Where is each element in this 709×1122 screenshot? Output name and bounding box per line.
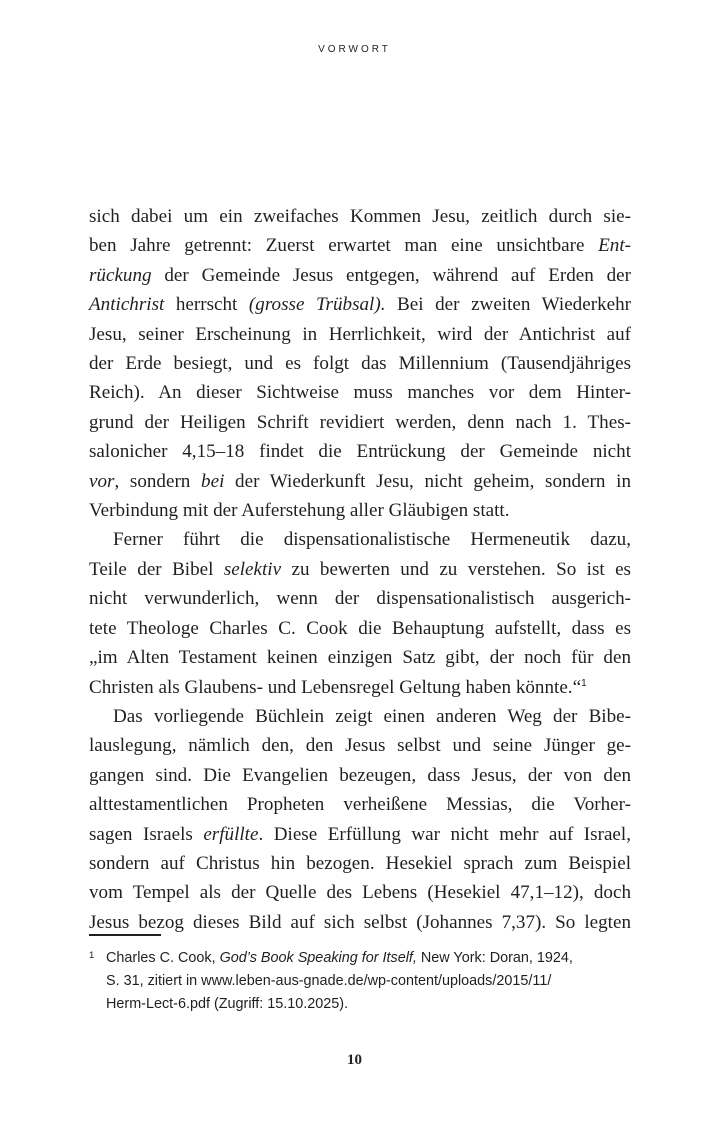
text-line: rückung der Gemeinde Jesus entgegen, während auf Erden der xyxy=(89,264,631,286)
text-line: Reich). An dieser Sichtweise muss manches vor dem Hinter- xyxy=(89,382,631,404)
text-line: Ferner führt die dispensationalistische Hermeneutik dazu, xyxy=(113,529,631,551)
text-line: vom Tempel als der Quelle des Lebens (Hesekiel 47,1–12), doch xyxy=(89,882,631,904)
text-line: alttestamentlichen Propheten verheißene Messias, die Vorher- xyxy=(89,794,631,816)
text-line: sagen Israels erfüllte. Diese Erfüllung war nicht mehr auf Israel, xyxy=(89,823,631,845)
text-line: Christen als Glaubens- und Lebensregel Geltung haben könnte.“$^1$ xyxy=(89,676,587,698)
text-line: vor, sondern bei der Wiederkunft Jesu, nicht geheim, sondern in xyxy=(89,470,631,492)
text-line: Jesus bezog dieses Bild auf sich selbst (Johannes 7,37). So legten xyxy=(89,911,631,933)
page-number: 10 xyxy=(347,1052,362,1068)
running-header: VORWORT xyxy=(318,44,391,55)
text-line: Teile der Bibel selektiv zu bewerten und zu verstehen. So ist es xyxy=(89,558,631,580)
text-line: sich dabei um ein zweifaches Kommen Jesu, zeitlich durch sie- xyxy=(89,206,631,227)
text-line: lauslegung, nämlich den, den Jesus selbst und seine Jünger ge- xyxy=(89,735,631,757)
paragraph-1 xyxy=(89,202,631,525)
text-line: Antichrist herrscht (grosse Trübsal). Bei der zweiten Wiederkehr xyxy=(89,294,631,316)
text-line: „im Alten Testament keinen einzigen Satz gibt, der noch für den xyxy=(89,647,631,669)
footnote xyxy=(89,947,634,1016)
body-text xyxy=(89,202,631,937)
footnote-line: S. 31, zitiert in www.leben-aus-gnade.de/wp-content/uploads/2015/11/ xyxy=(106,973,552,989)
paragraph-3 xyxy=(89,702,631,937)
text-line: sondern auf Christus hin bezogen. Hesekiel sprach zum Beispiel xyxy=(89,852,631,874)
footnote-number: 1 xyxy=(89,950,95,961)
text-line: tete Theologe Charles C. Cook die Behauptung aufstellt, dass es xyxy=(89,617,631,639)
text-line: Das vorliegende Büchlein zeigt einen anderen Weg der Bibe- xyxy=(113,705,631,727)
text-line: grund der Heiligen Schrift revidiert werden, denn nach 1. Thes- xyxy=(89,411,631,433)
text-line: der Erde besiegt, und es folgt das Millennium (Tausendjähriges xyxy=(89,353,631,375)
footnote-text xyxy=(106,947,634,1016)
footnote-reference[interactable]: 1 xyxy=(581,677,587,689)
text-line: ben Jahre getrennt: Zuerst erwartet man eine unsichtbare Ent- xyxy=(89,235,631,257)
paragraph-2 xyxy=(89,525,631,701)
text-line: Jesu, seiner Erscheinung in Herrlichkeit, wird der Antichrist auf xyxy=(89,323,631,345)
text-line: gangen sind. Die Evangelien bezeugen, dass Jesus, der von den xyxy=(89,764,631,786)
text-line: nicht verwunderlich, wenn der dispensationalistisch ausgerich- xyxy=(89,588,631,610)
text-line: salonicher 4,15–18 findet die Entrückung der Gemeinde nicht xyxy=(89,441,631,463)
footnote-line: Herm-Lect-6.pdf (Zugriff: 15.10.2025). xyxy=(106,996,349,1012)
footnote-line: Charles C. Cook, God’s Book Speaking for Itself, New York: Doran, 1924, xyxy=(106,950,573,966)
footnote-divider xyxy=(89,934,161,936)
text-line: Verbindung mit der Auferstehung aller Gläubigen statt. xyxy=(89,500,510,522)
